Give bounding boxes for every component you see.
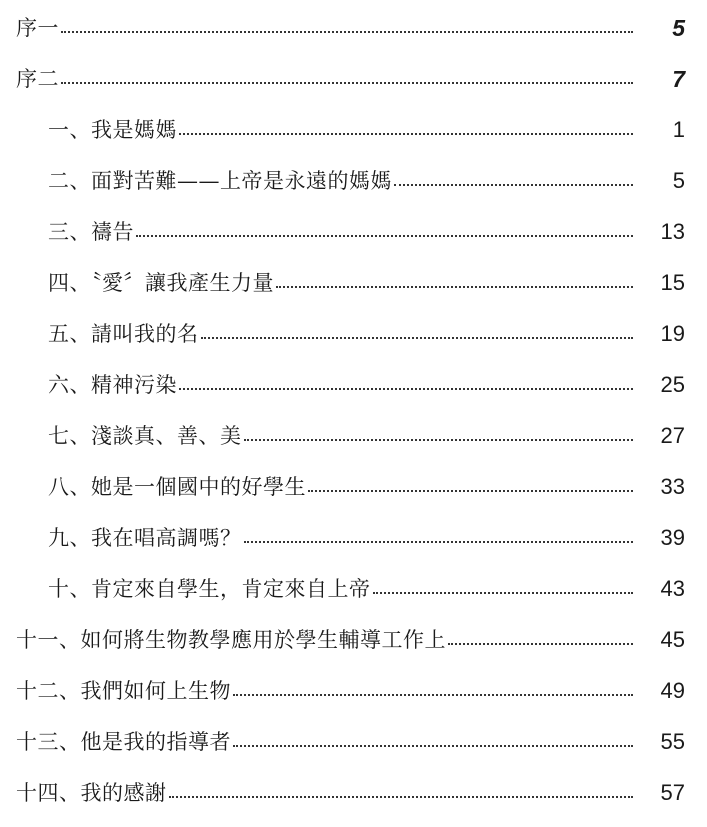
toc-entry-page: 33 (660, 474, 685, 499)
toc-entry-preface-2 (0, 59, 707, 99)
toc-entry-chapter-14 (0, 773, 707, 813)
toc-entry-page: 5 (672, 168, 685, 193)
toc-leader-dots (373, 592, 634, 594)
toc-entry-page: 57 (660, 780, 685, 805)
toc-leader-dots (136, 235, 633, 237)
toc-entry-title: 八、她是一個國中的好學生 (48, 475, 306, 499)
toc-entry-chapter-9 (0, 518, 707, 558)
toc-entry-page: 49 (660, 678, 685, 703)
toc-leader-dots (169, 796, 634, 798)
toc-entry-chapter-6 (0, 365, 707, 405)
toc-entry-chapter-12 (0, 671, 707, 711)
toc-entry-page: 43 (660, 576, 685, 601)
toc-entry-page: 39 (660, 525, 685, 550)
toc-entry-chapter-7 (0, 416, 707, 456)
toc-leader-dots (308, 490, 633, 492)
toc-entry-chapter-5 (0, 314, 707, 354)
toc-entry-title: 十、肯定來自學生，肯定來自上帝 (48, 577, 371, 601)
toc-leader-dots (394, 184, 633, 186)
toc-leader-dots (244, 541, 634, 543)
toc-leader-dots (276, 286, 633, 288)
toc-entry-chapter-13 (0, 722, 707, 762)
toc-entry-title: 四、〝愛〞讓我產生力量 (48, 271, 274, 295)
toc-entry-page: 1 (672, 117, 685, 142)
toc-entry-chapter-3 (0, 212, 707, 252)
toc-leader-dots (233, 694, 633, 696)
toc-leader-dots (201, 337, 634, 339)
toc-leader-dots (179, 388, 633, 390)
toc-entry-title: 序一 (16, 16, 59, 40)
toc-entry-title: 二、面對苦難——上帝是永遠的媽媽 (48, 169, 392, 193)
toc-entry-title: 七、淺談真、善、美 (48, 424, 242, 448)
toc-entry-chapter-4 (0, 263, 707, 303)
toc-entry-page: 13 (660, 219, 685, 244)
toc-entry-page: 25 (660, 372, 685, 397)
toc-entry-title: 十三、他是我的指導者 (16, 730, 231, 754)
toc-entry-title: 一、我是媽媽 (48, 118, 177, 142)
toc-entry-chapter-2 (0, 161, 707, 201)
toc-entry-title: 五、請叫我的名 (48, 322, 199, 346)
toc-leader-dots (448, 643, 633, 645)
toc-entry-chapter-1 (0, 110, 707, 150)
toc-entry-chapter-8 (0, 467, 707, 507)
toc-entry-title: 十四、我的感謝 (16, 781, 167, 805)
toc-entry-title: 十二、我們如何上生物 (16, 679, 231, 703)
toc-entry-title: 序二 (16, 67, 59, 91)
toc-entry-title: 九、我在唱高調嗎？ (48, 526, 242, 550)
toc-entry-preface-1 (0, 8, 707, 48)
toc-entry-page: 55 (660, 729, 685, 754)
toc-leader-dots (179, 133, 633, 135)
toc-entry-page: 5 (672, 15, 685, 41)
toc-entry-title: 六、精神污染 (48, 373, 177, 397)
toc-entry-page: 19 (660, 321, 685, 346)
toc-leader-dots (244, 439, 634, 441)
toc-leader-dots (61, 31, 633, 33)
toc-entry-page: 27 (660, 423, 685, 448)
toc-entry-page: 45 (660, 627, 685, 652)
toc-entry-page: 15 (660, 270, 685, 295)
toc-entry-chapter-11 (0, 620, 707, 660)
toc-entry-chapter-10 (0, 569, 707, 609)
toc-leader-dots (233, 745, 633, 747)
toc-entry-title: 三、禱告 (48, 220, 134, 244)
toc-entry-page: 7 (672, 66, 685, 92)
toc-leader-dots (61, 82, 633, 84)
toc-entry-title: 十一、如何將生物教學應用於學生輔導工作上 (16, 628, 446, 652)
